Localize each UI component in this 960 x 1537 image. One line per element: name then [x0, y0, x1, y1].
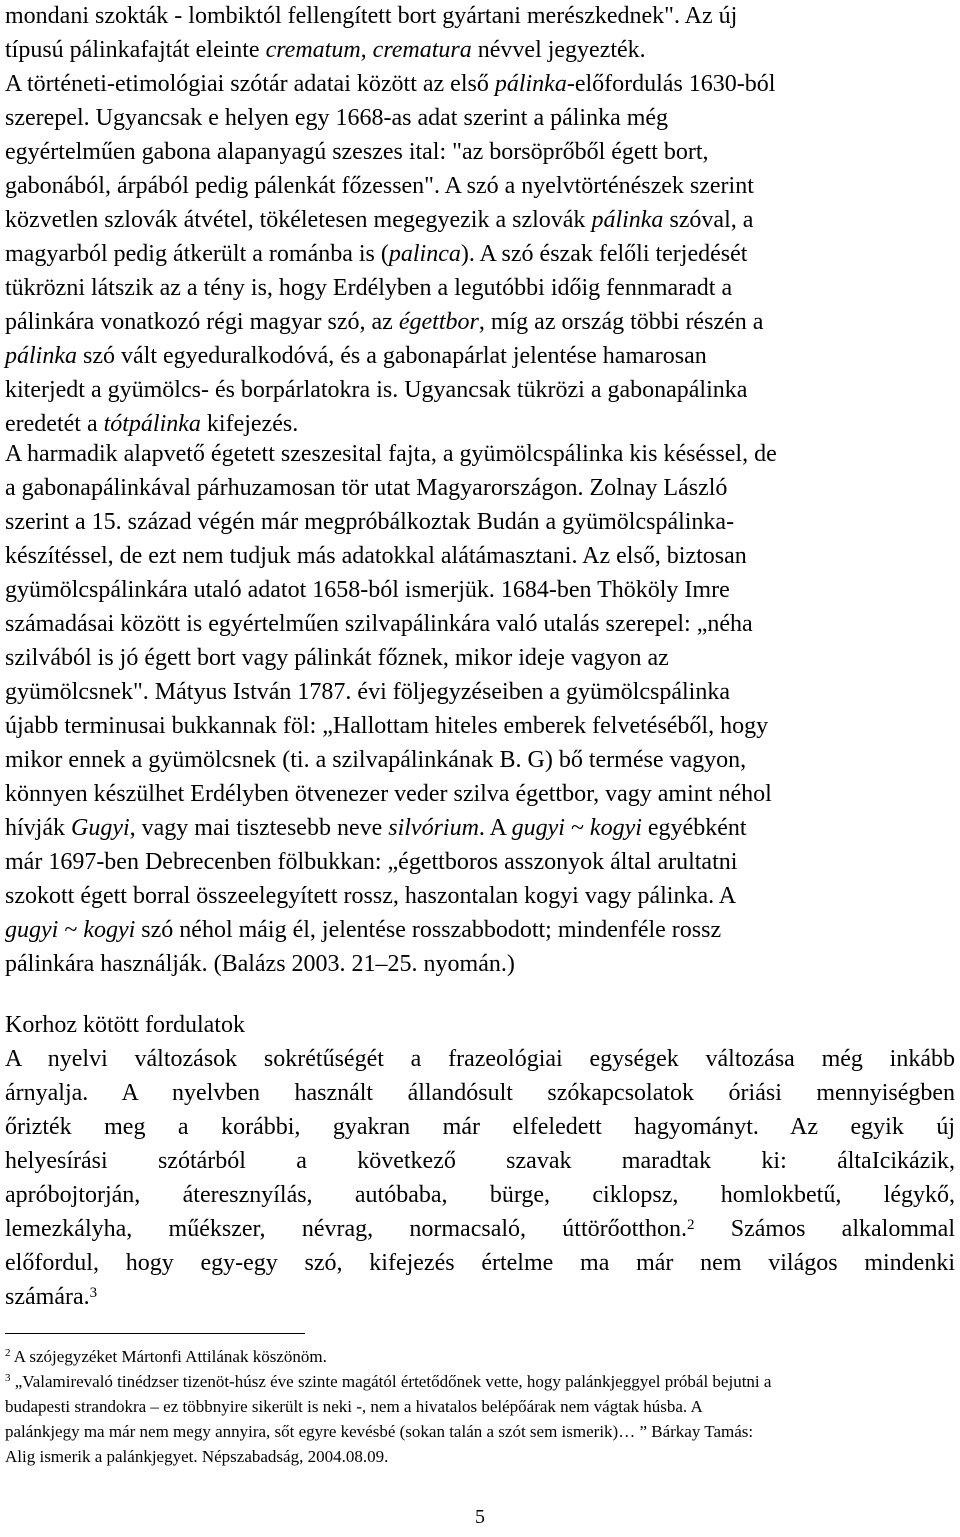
- paragraph-line: [5, 373, 955, 407]
- paragraph-line: [5, 505, 955, 539]
- text-run: számadásai között is egyértelműen szilvapálinkára való utalás szerepel: „néha: [5, 611, 753, 637]
- text-run: szerepel. Ugyancsak e helyen egy 1668-as adat szerint a pálinka még: [5, 105, 669, 131]
- text-run: készítéssel, de ezt nem tudjuk más adatokkal alátámasztani. Az első, biztosan: [5, 543, 747, 569]
- text-run: palánkjegy ma már nem megy annyira, sőt egyre kevésbé (sokan talán a szót sem ismerik)… ” Bárkay Tamás:: [5, 1422, 754, 1441]
- footnote-line: [5, 1394, 955, 1419]
- text-run: kiterjedt a gyümölcs- és borpárlatokra is. Ugyancsak tükrözi a gabonapálinka: [5, 377, 748, 403]
- paragraph-line: [5, 641, 955, 675]
- paragraph-line: [5, 1178, 955, 1212]
- text-run: szó vált egyeduralkodóvá, és a gabonapárlat jelentése hamarosan: [77, 343, 707, 369]
- text-run: lemezkályha, műékszer, névrag, normacsaló, úttörőotthon.: [5, 1216, 687, 1242]
- paragraph-line: [5, 675, 955, 709]
- paragraph-line: [5, 845, 955, 879]
- text-run: A harmadik alapvető égetett szeszesital fajta, a gyümölcspálinka kis késéssel, de: [5, 441, 777, 467]
- italic-term: gugyi: [5, 917, 59, 943]
- paragraph-line: [5, 271, 955, 305]
- text-run: őrizték meg a korábbi, gyakran már elfeledett hagyományt. Az egyik új: [5, 1114, 955, 1140]
- italic-term: palinca: [388, 241, 461, 267]
- italic-term: tótpálinka: [103, 411, 201, 437]
- paragraph-line: [5, 101, 955, 135]
- text-run: névvel jegyezték.: [471, 37, 646, 63]
- paragraph-line: [5, 947, 955, 981]
- paragraph-line: [5, 407, 955, 441]
- footnote-ref: 3: [89, 1285, 98, 1301]
- text-run: szokott égett borral összeelegyített rossz, haszontalan kogyi vagy pálinka. A: [5, 883, 737, 909]
- paragraph-line: [5, 339, 955, 373]
- text-run: már 1697-ben Debrecenben fölbukkan: „égettboros asszonyok által arultatni: [5, 849, 738, 875]
- paragraph-phraseology: [5, 1042, 955, 1314]
- footnote-ref: 2: [5, 1347, 11, 1359]
- text-run: könnyen készülhet Erdélyben ötvenezer veder szilva égettbor, vagy amint néhol: [5, 781, 772, 807]
- text-run: típusú pálinkafajtát eleinte: [5, 37, 266, 63]
- text-run: közvetlen szlovák átvétel, tökéletesen megegyezik a szlovák: [5, 207, 592, 233]
- paragraph-line: [5, 67, 955, 101]
- paragraph-line: [5, 573, 955, 607]
- text-run: tükrözni látszik az a tény is, hogy Erdélyben a legutóbbi időig fennmaradt a: [5, 275, 733, 301]
- text-run: A történeti-etimológiai szótár adatai között az első: [5, 71, 495, 97]
- footnote-ref: 3: [5, 1372, 11, 1384]
- paragraph-line: [5, 437, 955, 471]
- text-run: árnyalja. A nyelvben használt állandósult szókapcsolatok óriási mennyiségben: [5, 1080, 955, 1106]
- text-run: Alig ismerik a palánkjegyet. Népszabadság, 2004.08.09.: [5, 1447, 389, 1466]
- italic-term: pálinka: [5, 343, 77, 369]
- footnote-line: [5, 1444, 955, 1469]
- text-run: ~: [58, 917, 84, 943]
- text-run: . A: [478, 815, 512, 841]
- paragraph-line: [5, 203, 955, 237]
- section-heading: Korhoz kötött fordulatok: [5, 1012, 245, 1038]
- footnote-line: [5, 1419, 955, 1444]
- text-run: ). A szó észak felőli terjedését: [460, 241, 748, 267]
- paragraph-line: [5, 237, 955, 271]
- footnote-line: [5, 1369, 955, 1394]
- italic-term: silvórium: [388, 815, 479, 841]
- italic-term: pálinka: [494, 71, 567, 97]
- text-run: helyesírási szótárból a következő szavak maradtak ki: áltaIcikázik,: [5, 1148, 955, 1174]
- text-run: újabb terminusai bukkannak föl: „Hallottam hiteles emberek felvetéséből, hogy: [5, 713, 769, 739]
- text-run: A szójegyzéket Mártonfi Attilának köszönöm.: [10, 1347, 327, 1366]
- text-run: gyümölcsnek". Mátyus István 1787. évi följegyzéseiben a gyümölcspálinka: [5, 679, 730, 705]
- paragraph-line: [5, 607, 955, 641]
- italic-term: crematum, crematura: [265, 37, 472, 63]
- paragraph-line: [5, 305, 955, 339]
- text-run: Számos alkalommal: [694, 1216, 955, 1242]
- text-run: mondani szokták - lombiktól fellengített bort gyártani merészkednek". Az új: [5, 3, 738, 29]
- paragraph-line: [5, 743, 955, 777]
- text-run: a gabonapálinkával párhuzamosan tör utat Magyarországon. Zolnay László: [5, 475, 728, 501]
- text-run: pálinkára vonatkozó régi magyar szó, az: [5, 309, 399, 335]
- paragraph-line: [5, 1246, 955, 1280]
- italic-term: kogyi: [83, 917, 136, 943]
- paragraph-line: [5, 1212, 955, 1246]
- text-run: szilvából is jó égett bort vagy pálinkát főznek, mikor ideje vagyon az: [5, 645, 669, 671]
- text-run: mikor ennek a gyümölcsnek (ti. a szilvapálinkának B. G) bő termése vagyon,: [5, 747, 747, 773]
- paragraph-line: [5, 709, 955, 743]
- paragraph-line: [5, 879, 955, 913]
- text-run: előfordul, hogy egy-egy szó, kifejezés értelme ma már nem világos mindenki: [5, 1250, 955, 1276]
- paragraph-line: [5, 811, 955, 845]
- text-run: -előfordulás 1630-ból: [566, 71, 776, 97]
- footnote-line: [5, 1344, 955, 1369]
- text-run: A nyelvi változások sokrétűségét a frazeológiai egységek változása még inkább: [5, 1046, 955, 1072]
- paragraph-line: [5, 777, 955, 811]
- page-number: 5: [475, 1506, 485, 1528]
- text-run: szó néhol máig él, jelentése rosszabbodott; mindenféle rossz: [135, 917, 722, 943]
- footnote-separator: [5, 1333, 305, 1334]
- footnote-3: [5, 1369, 955, 1469]
- text-run: szerint a 15. század végén már megpróbálkoztak Budán a gyümölcspálinka-: [5, 509, 735, 535]
- text-run: , vagy mai tisztesebb neve: [129, 815, 389, 841]
- text-run: magyarból pedig átkerült a románba is (: [5, 241, 389, 267]
- paragraph-line: [5, 33, 955, 67]
- italic-term: gugyi: [511, 815, 565, 841]
- text-run: gabonából, árpából pedig pálenkát főzessen". A szó a nyelvtörténészek szerint: [5, 173, 754, 199]
- paragraph-line: [5, 1042, 955, 1076]
- italic-term: Gugyi: [71, 815, 130, 841]
- footnote-ref: 2: [686, 1217, 695, 1233]
- italic-term: pálinka: [591, 207, 664, 233]
- paragraph-line: [5, 1280, 955, 1314]
- paragraph-line: [5, 1144, 955, 1178]
- paragraph-line: [5, 135, 955, 169]
- paragraph-line: [5, 169, 955, 203]
- text-run: pálinkára használják. (Balázs 2003. 21–25. nyomán.): [5, 951, 515, 977]
- paragraph-line: [5, 1076, 955, 1110]
- italic-term: égettbor: [398, 309, 479, 335]
- paragraph-line: [5, 1110, 955, 1144]
- text-run: gyümölcspálinkára utaló adatot 1658-ból ismerjük. 1684-ben Thököly Imre: [5, 577, 730, 603]
- text-run: budapesti strandokra – ez többnyire sikerült is neki -, nem a hivatalos belépőárak nem vágtak húsba. A: [5, 1397, 703, 1416]
- text-run: eredetét a: [5, 411, 104, 437]
- text-run: egyébként: [641, 815, 747, 841]
- text-run: hívják: [5, 815, 71, 841]
- text-run: ~: [564, 815, 590, 841]
- footnote-2: [5, 1344, 955, 1369]
- text-run: apróbojtorján, áteresznyílás, autóbaba, bürge, ciklopsz, homlokbetű, légykő,: [5, 1182, 955, 1208]
- paragraph-line: [5, 913, 955, 947]
- paragraph-fruit-palinka: [5, 437, 955, 981]
- italic-term: kogyi: [589, 815, 642, 841]
- text-run: számára.: [5, 1284, 90, 1310]
- paragraph-line: [5, 0, 955, 33]
- paragraph-palinka-history: [5, 0, 955, 441]
- paragraph-line: [5, 471, 955, 505]
- text-run: szóval, a: [663, 207, 754, 233]
- text-run: egyértelműen gabona alapanyagú szeszes ital: "az borsöprőből égett bort,: [5, 139, 709, 165]
- text-run: , míg az ország többi részén a: [478, 309, 764, 335]
- paragraph-line: [5, 539, 955, 573]
- text-run: kifejezés.: [200, 411, 299, 437]
- text-run: „Valamirevaló tinédzser tizenöt-húsz éve szinte magától értetődőnek vette, hogy palánkjeggyel próbál bejutni a: [10, 1372, 772, 1391]
